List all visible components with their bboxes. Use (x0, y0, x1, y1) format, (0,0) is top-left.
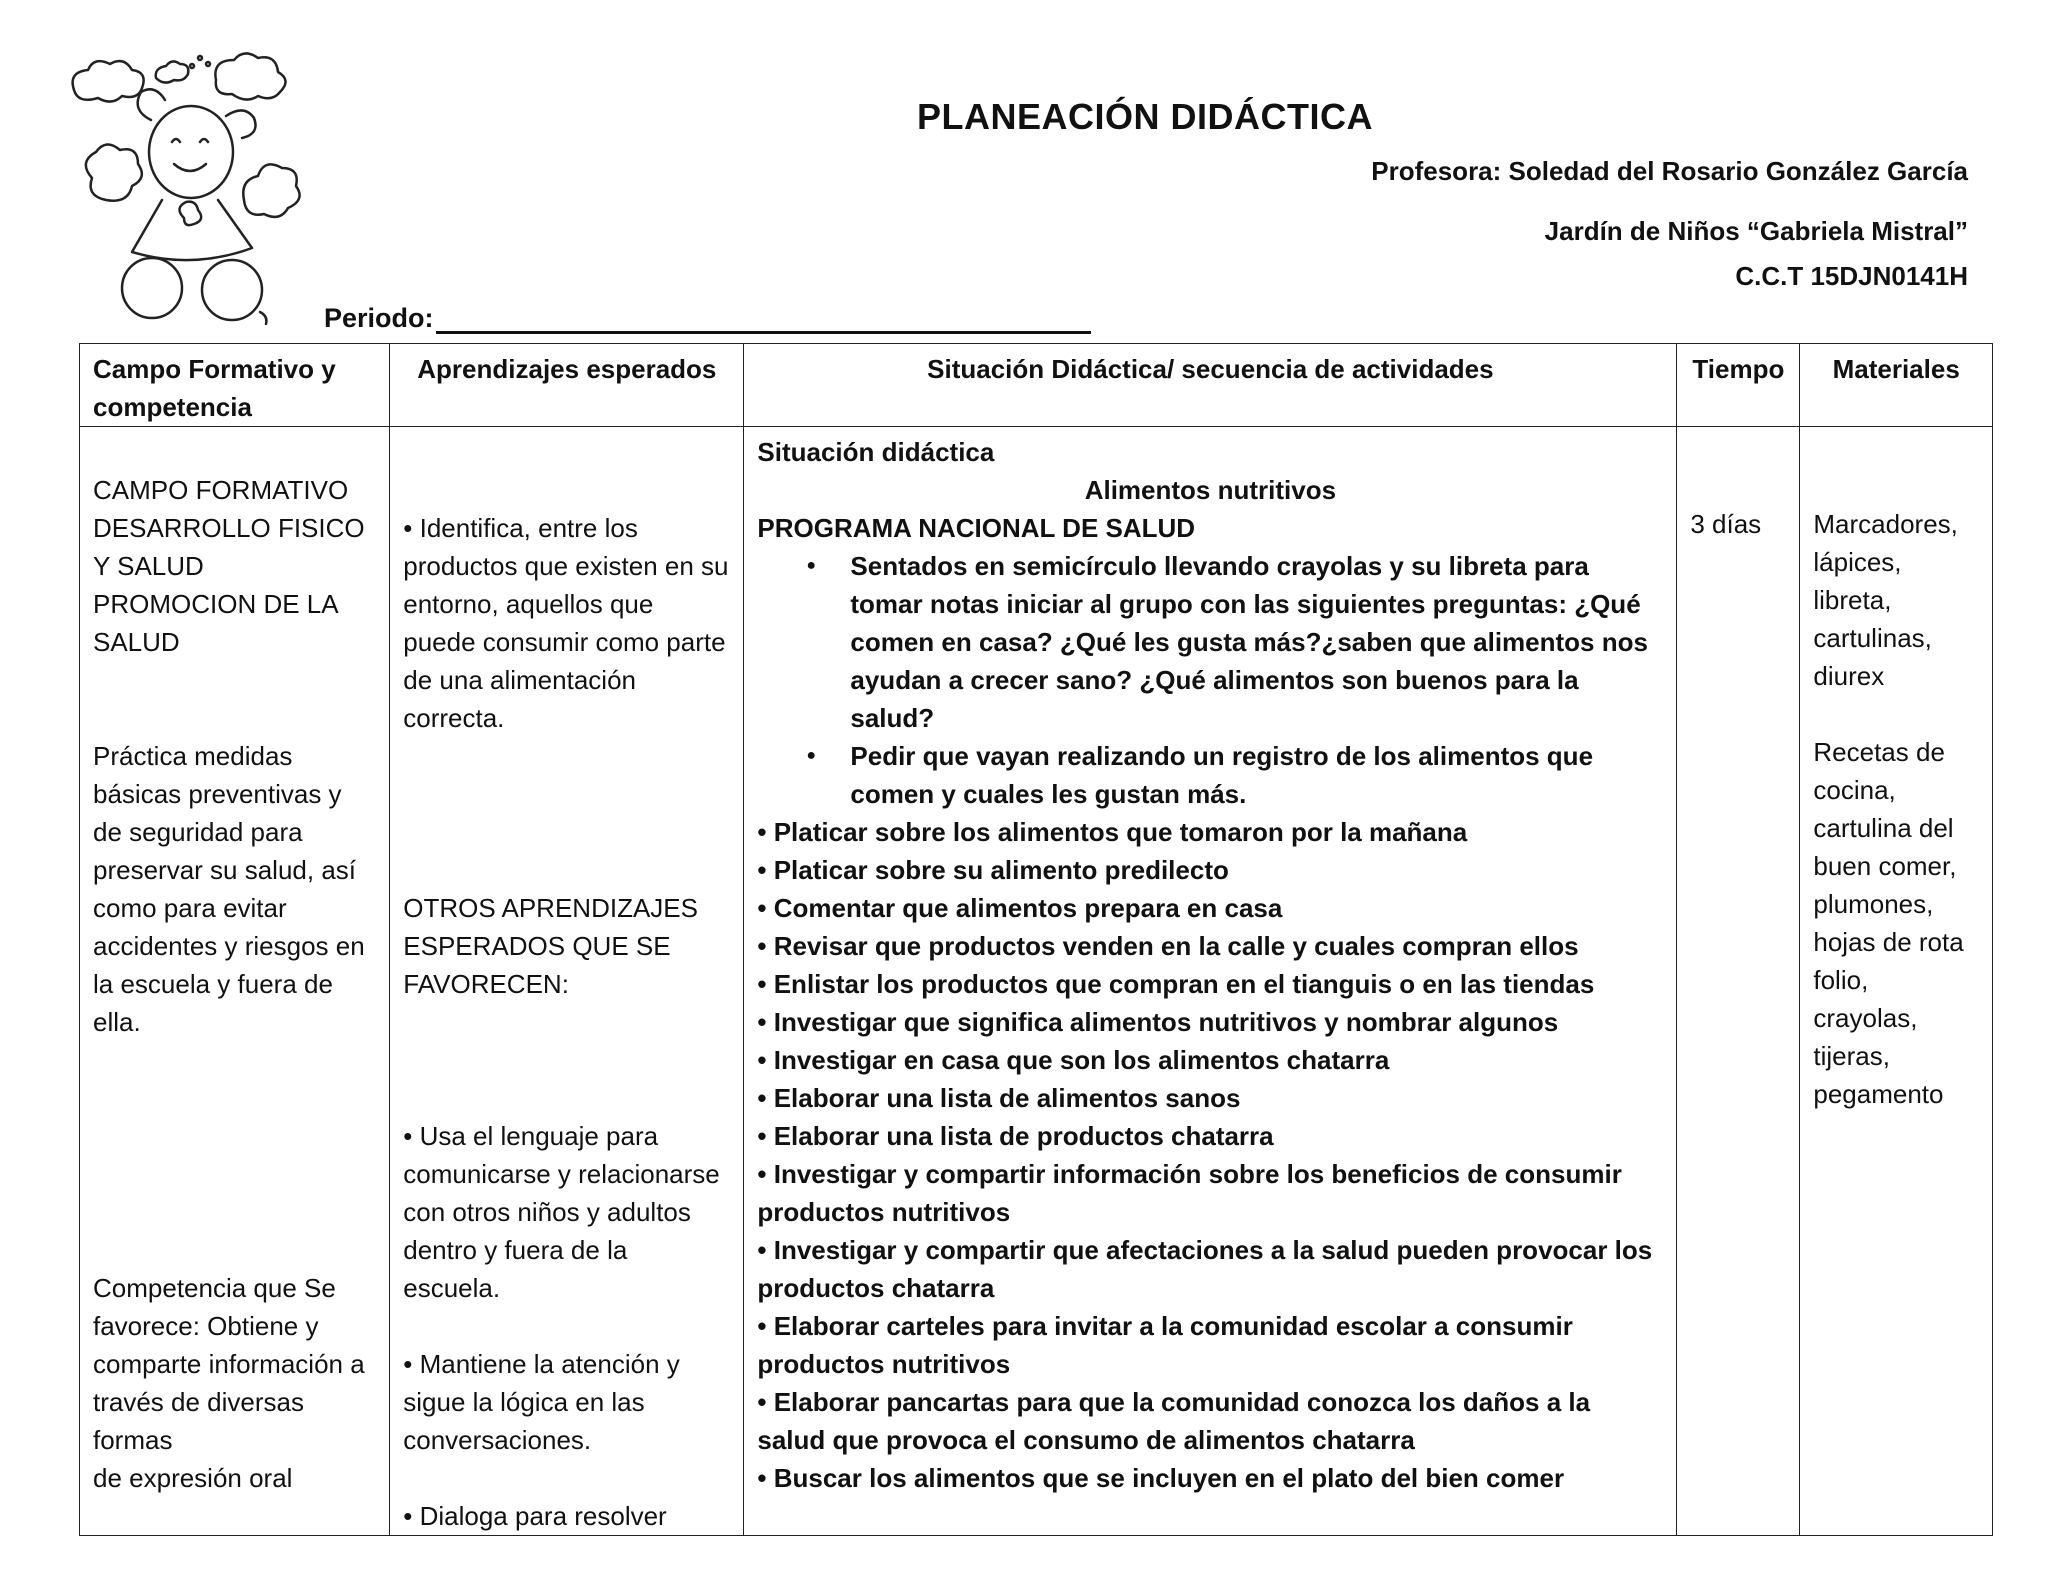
activity-item: • Buscar los alimentos que se incluyen en el plato del bien comer (757, 1463, 1565, 1493)
periodo-field (324, 303, 1091, 334)
header-situacion-didactica: Situación Didáctica/ secuencia de actividades (744, 344, 1677, 427)
activity-item: • Investigar en casa que son los alimentos chatarra (757, 1045, 1390, 1075)
document-title: PLANEACIÓN DIDÁCTICA (917, 96, 1373, 137)
header-campo-formativo: Campo Formativo y competencia (80, 344, 390, 427)
activity-item: • Investigar y compartir que afectaciones a la salud pueden provocar los productos chatarra (757, 1235, 1653, 1303)
activity-item: • Platicar sobre su alimento predilecto (757, 855, 1229, 885)
program-name: PROGRAMA NACIONAL DE SALUD (757, 513, 1196, 543)
bullet-list (757, 547, 1663, 813)
child-clipart-illustration (66, 50, 306, 325)
materiales-cell: Marcadores, lápices, libreta, cartulinas, diurex Recetas de cocina, cartulina del buen comer, plumones, hojas de rota folio, crayolas, tijeras, pegamento (1800, 427, 1993, 1536)
header-materiales: Materiales (1800, 344, 1993, 427)
table-header-row (80, 344, 1993, 427)
periodo-blank-line (436, 303, 1091, 334)
activity-item: • Elaborar una lista de alimentos sanos (757, 1083, 1241, 1113)
teacher-name: Profesora: Soledad del Rosario González García (1371, 156, 1968, 186)
school-cct: C.C.T 15DJN0141H (1735, 261, 1968, 291)
header-aprendizajes: Aprendizajes esperados (390, 344, 744, 427)
situacion-label: Situación didáctica (757, 437, 995, 467)
activity-item: • Enlistar los productos que compran en el tianguis o en las tiendas (757, 969, 1595, 999)
activity-item: • Comentar que alimentos prepara en casa (757, 893, 1283, 923)
planning-table (79, 343, 1993, 1536)
periodo-label: Periodo: (324, 303, 434, 333)
table-row (80, 427, 1993, 1536)
situacion-subtitle: Alimentos nutritivos (1084, 475, 1337, 505)
header-tiempo: Tiempo (1677, 344, 1800, 427)
activity-item: • Elaborar pancartas para que la comunidad conozca los daños a la salud que provoca el consumo de alimentos chatarra (757, 1387, 1591, 1455)
tiempo-cell: 3 días (1677, 427, 1800, 1536)
activity-item: • Revisar que productos venden en la calle y cuales compran ellos (757, 931, 1579, 961)
situacion-didactica-cell (744, 427, 1677, 1536)
activity-item: • Investigar y compartir información sobre los beneficios de consumir productos nutritivos (757, 1159, 1622, 1227)
activity-item: • Platicar sobre los alimentos que tomaron por la mañana (757, 817, 1468, 847)
activity-item: • Elaborar una lista de productos chatarra (757, 1121, 1274, 1151)
list-item: ● Pedir que vayan realizando un registro de los alimentos que comen y cuales les gustan más. (850, 737, 1663, 813)
list-item: ● Sentados en semicírculo llevando crayolas y su libreta para tomar notas iniciar al grupo con las siguientes preguntas: ¿Qué comen en casa? ¿Qué les gusta más?¿saben que alimentos nos ayudan a crecer sano? ¿Qué alimentos son buenos para la salud? (850, 547, 1663, 737)
aprendizajes-cell: • Identifica, entre los productos que existen en su entorno, aquellos que puede consumir como parte de una alimentación correcta. OTROS APRENDIZAJES ESPERADOS QUE SE FAVORECEN: • Usa el lenguaje para comunicarse y relacionarse con otros niños y adultos dentro y fuera de la escuela. • Mantiene la atención y sigue la lógica en las conversaciones. • Dialoga para resolver (390, 427, 744, 1536)
campo-formativo-cell: CAMPO FORMATIVO DESARROLLO FISICO Y SALUD PROMOCION DE LA SALUD Práctica medidas básicas preventivas y de seguridad para preservar su salud, así como para evitar accidentes y riesgos en la escuela y fuera de ella. Competencia que Se favorece: Obtiene y comparte información a través de diversas formas de expresión oral (80, 427, 390, 1536)
activity-item: • Investigar que significa alimentos nutritivos y nombrar algunos (757, 1007, 1559, 1037)
activity-item: • Elaborar carteles para invitar a la comunidad escolar a consumir productos nutritivos (757, 1311, 1573, 1379)
school-name: Jardín de Niños “Gabriela Mistral” (1544, 216, 1968, 246)
